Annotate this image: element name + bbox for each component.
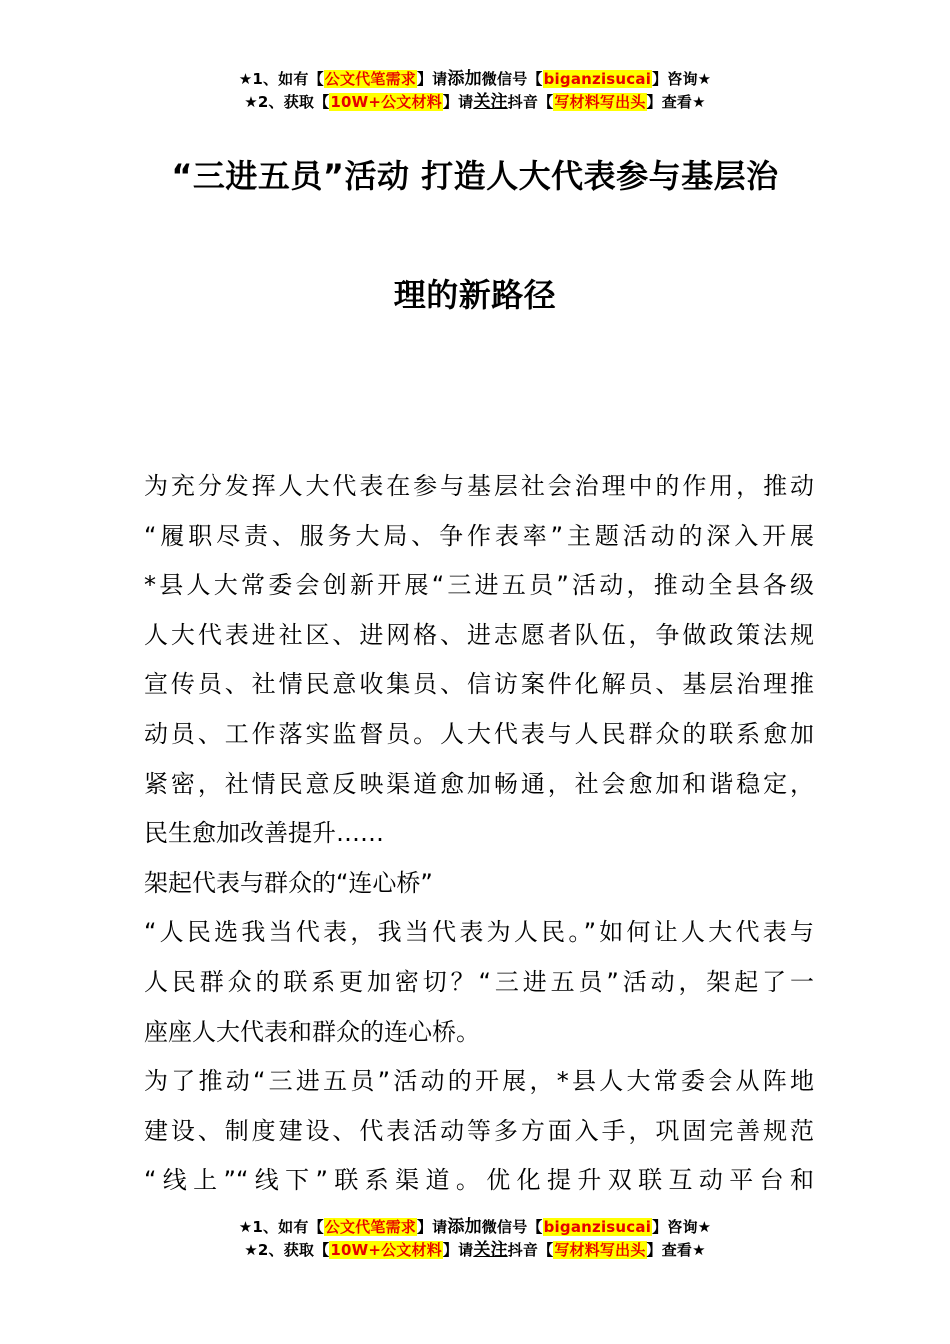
body-line: *县人大常委会创新开展“三进五员”活动，推动全县各级 (144, 571, 814, 600)
highlight-service: 公文代笔需求 (324, 70, 416, 88)
banner-line-1: ★1、如有【公文代笔需求】请添加微信号【biganzisucai】咨询★ (238, 69, 712, 89)
highlight-douyin: 写材料写出头 (554, 93, 646, 111)
highlight-materials: 10W+公文材料 (330, 93, 442, 111)
body-line: 动员、工作落实监督员。人大代表与人民群众的联系愈加 (144, 719, 814, 748)
banner-line-2: ★2、获取【10W+公文材料】请关注抖音【写材料写出头】查看★ (244, 92, 706, 112)
body-line: 为充分发挥人大代表在参与基层社会治理中的作用，推动 (144, 472, 814, 500)
highlight-service: 公文代笔需求 (324, 1218, 416, 1236)
body-line: 建设、制度建设、代表活动等多方面入手，巩固完善规范 (144, 1116, 814, 1145)
body-line: 紧密，社情民意反映渠道愈加畅通，社会愈加和谐稳定， (144, 769, 814, 798)
body-line: 座座人大代表和群众的连心桥。 (144, 1017, 480, 1046)
highlight-douyin: 写材料写出头 (554, 1241, 646, 1259)
body-line: “线上”“线下”联系渠道。优化提升双联互动平台和 (144, 1166, 814, 1195)
body-line: “人民选我当代表，我当代表为人民。”如何让人大代表与 (144, 918, 814, 947)
section-heading: 架起代表与群众的“连心桥” (144, 868, 433, 897)
footer-banner (0, 1216, 950, 1262)
body-line: 人民群众的联系更加密切？“三进五员”活动，架起了一 (144, 967, 814, 996)
document-title-line-1: “三进五员”活动 打造人大代表参与基层治 (171, 157, 779, 195)
document-body (144, 462, 814, 1206)
body-line: 为了推动“三进五员”活动的开展，*县人大常委会从阵地 (144, 1067, 814, 1096)
body-line: “履职尽责、服务大局、争作表率”主题活动的深入开展 (144, 521, 814, 550)
highlight-materials: 10W+公文材料 (330, 1241, 442, 1259)
banner-line-1: ★1、如有【公文代笔需求】请添加微信号【biganzisucai】咨询★ (238, 1217, 712, 1237)
highlight-wechat-id: biganzisucai (543, 70, 652, 88)
body-line: 民生愈加改善提升…… (144, 819, 384, 848)
header-banner (0, 68, 950, 114)
highlight-wechat-id: biganzisucai (543, 1218, 652, 1236)
body-line: 人大代表进社区、进网格、进志愿者队伍，争做政策法规 (144, 620, 814, 649)
banner-line-2: ★2、获取【10W+公文材料】请关注抖音【写材料写出头】查看★ (244, 1240, 706, 1260)
document-title-line-2: 理的新路径 (393, 276, 557, 314)
body-line: 宣传员、社情民意收集员、信访案件化解员、基层治理推 (144, 670, 814, 699)
